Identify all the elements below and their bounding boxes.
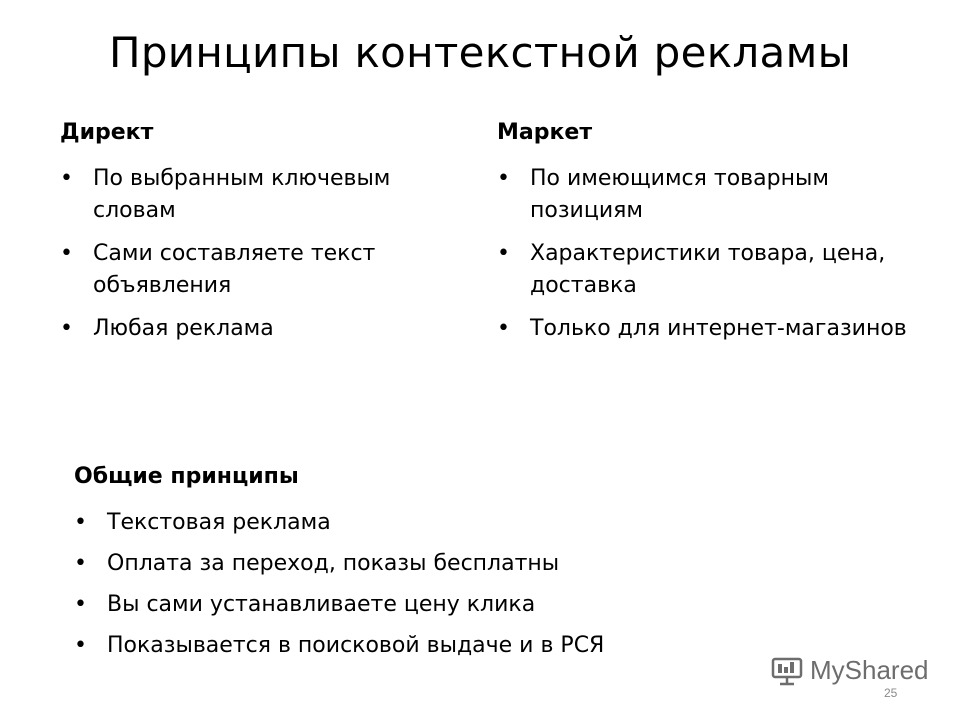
list-item: • Текстовая реклама: [74, 507, 794, 539]
watermark-logo: [770, 655, 929, 686]
market-list: [497, 163, 917, 344]
general-list: [74, 507, 794, 662]
list-item: • По имеющимся товарным позициям: [497, 163, 917, 227]
list-item: • Оплата за переход, показы бесплатны: [74, 548, 794, 580]
page-number: 25: [884, 686, 898, 700]
list-item: • Показывается в поисковой выдаче и в РСЯ: [74, 630, 794, 662]
slide-title: Принципы контекстной рекламы: [108, 28, 852, 77]
direct-column: [60, 120, 460, 355]
list-item: • Вы сами устанавливаете цену клика: [74, 589, 794, 621]
presentation-icon: [770, 656, 804, 686]
list-item: • По выбранным ключевым словам: [60, 163, 460, 227]
direct-list: [60, 163, 460, 344]
direct-heading: Директ: [60, 120, 154, 145]
list-item: • Сами составляете текст объявления: [60, 238, 460, 302]
watermark-text: MyShared: [810, 655, 929, 685]
market-column: [497, 120, 917, 355]
list-item: • Любая реклама: [60, 313, 460, 345]
general-heading: Общие принципы: [74, 464, 299, 489]
list-item: • Только для интернет-магазинов: [497, 313, 917, 345]
list-item: • Характеристики товара, цена, доставка: [497, 238, 917, 302]
general-principles: [74, 464, 794, 671]
market-heading: Маркет: [497, 120, 593, 145]
